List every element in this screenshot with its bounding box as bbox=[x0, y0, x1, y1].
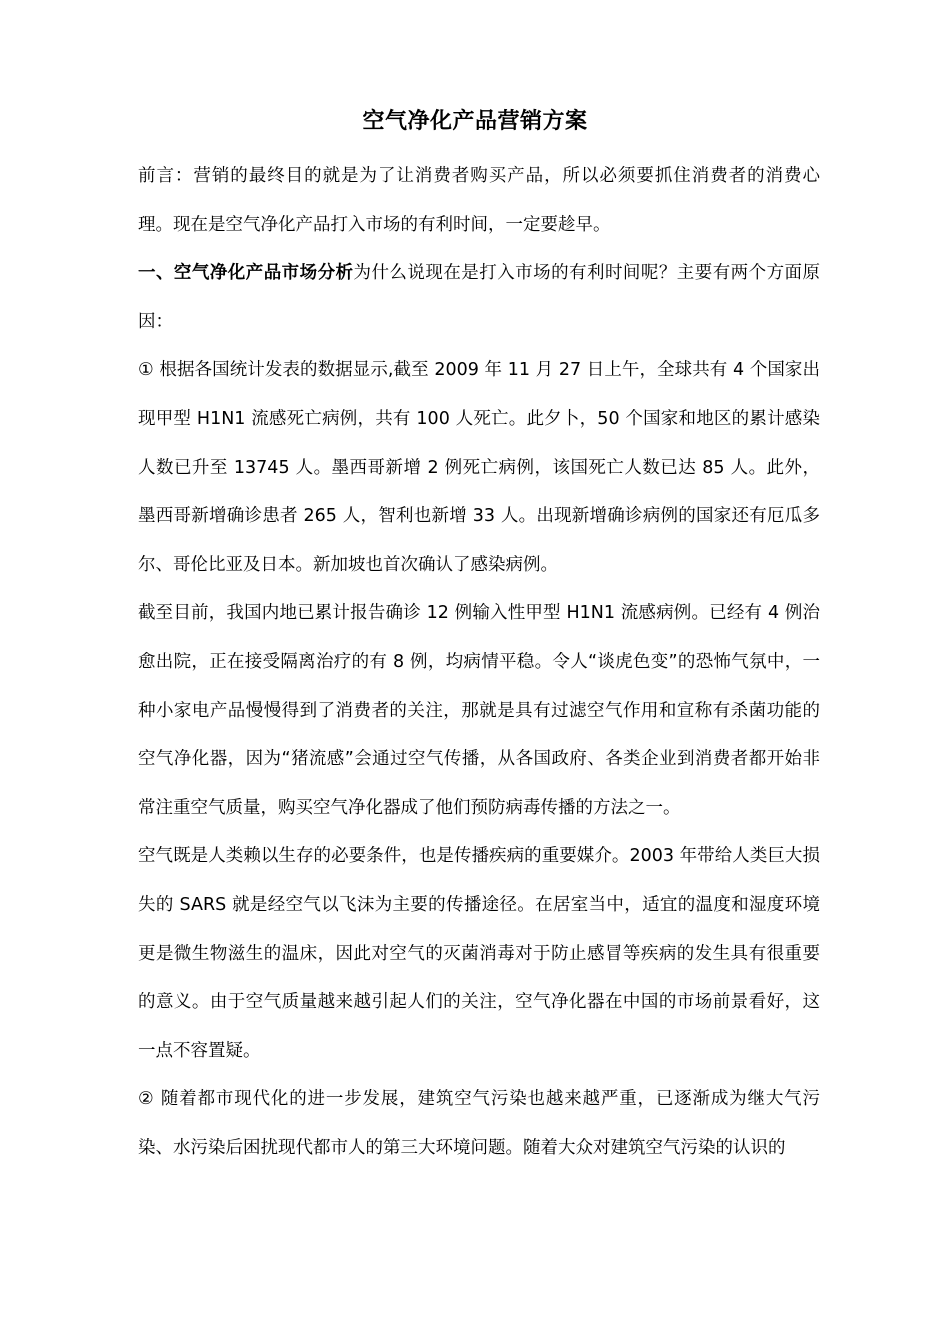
preface-paragraph: 前言：营销的最终目的就是为了让消费者购买产品，所以必须要抓住消费者的消费心理。现在是空气净化产品打入市场的有利时间，一定要趁早。 bbox=[138, 166, 820, 235]
document-body bbox=[138, 152, 820, 1172]
section-1-paragraph bbox=[138, 249, 820, 346]
section-1-heading: 一、空气净化产品市场分析 bbox=[138, 263, 354, 284]
paragraph-air-medium: 空气既是人类赖以生存的必要条件，也是传播疾病的重要媒介。2003 年带给人类巨大损失的 SARS 就是经空气以飞沫为主要的传播途径。在居室当中，适宜的温度和湿度环境更是微生物滋生的温床，因此对空气的灭菌消毒对于防止感冒等疾病的发生具有很重要的意义。由于空气质量越来越引起人们的关注，空气净化器在中国的市场前景看好，这一点不容置疑。 bbox=[138, 846, 820, 1061]
section-1-intro: 为什么说现在是打入市场的有利时间呢？主要有两个方面原因： bbox=[138, 263, 821, 332]
paragraph-china-cases: 截至目前，我国内地已累计报告确诊 12 例输入性甲型 H1N1 流感病例。已经有 4 例治愈出院，正在接受隔离治疗的有 8 例，均病情平稳。令人“谈虎色变”的恐怖气氛中，一种小家电产品慢慢得到了消费者的关注，那就是具有过滤空气作用和宣称有杀菌功能的空气净化器，因为“猪流感”会通过空气传播，从各国政府、各类企业到消费者都开始非常注重空气质量，购买空气净化器成了他们预防病毒传播的方法之一。 bbox=[138, 603, 820, 818]
point-1-paragraph: ① 根据各国统计发表的数据显示,截至 2009 年 11 月 27 日上午，全球共有 4 个国家出现甲型 H1N1 流感死亡病例，共有 100 人死亡。此夕卜，50 个国家和地区的累计感染人数已升至 13745 人。墨西哥新增 2 例死亡病例，该国死亡人数已达 85 人。此外，墨西哥新增确诊患者 265 人，智利也新增 33 人。出现新增确诊病例的国家还有厄瓜多尔、哥伦比亚及日本。新加坡也首次确认了感染病例。 bbox=[138, 360, 820, 575]
point-2-paragraph: ② 随着都市现代化的进一步发展，建筑空气污染也越来越严重，已逐渐成为继大气污染、水污染后困扰现代都市人的第三大环境问题。随着大众对建筑空气污染的认识的 bbox=[138, 1089, 820, 1158]
document-title: 空气净化产品营销方案 bbox=[362, 109, 588, 134]
